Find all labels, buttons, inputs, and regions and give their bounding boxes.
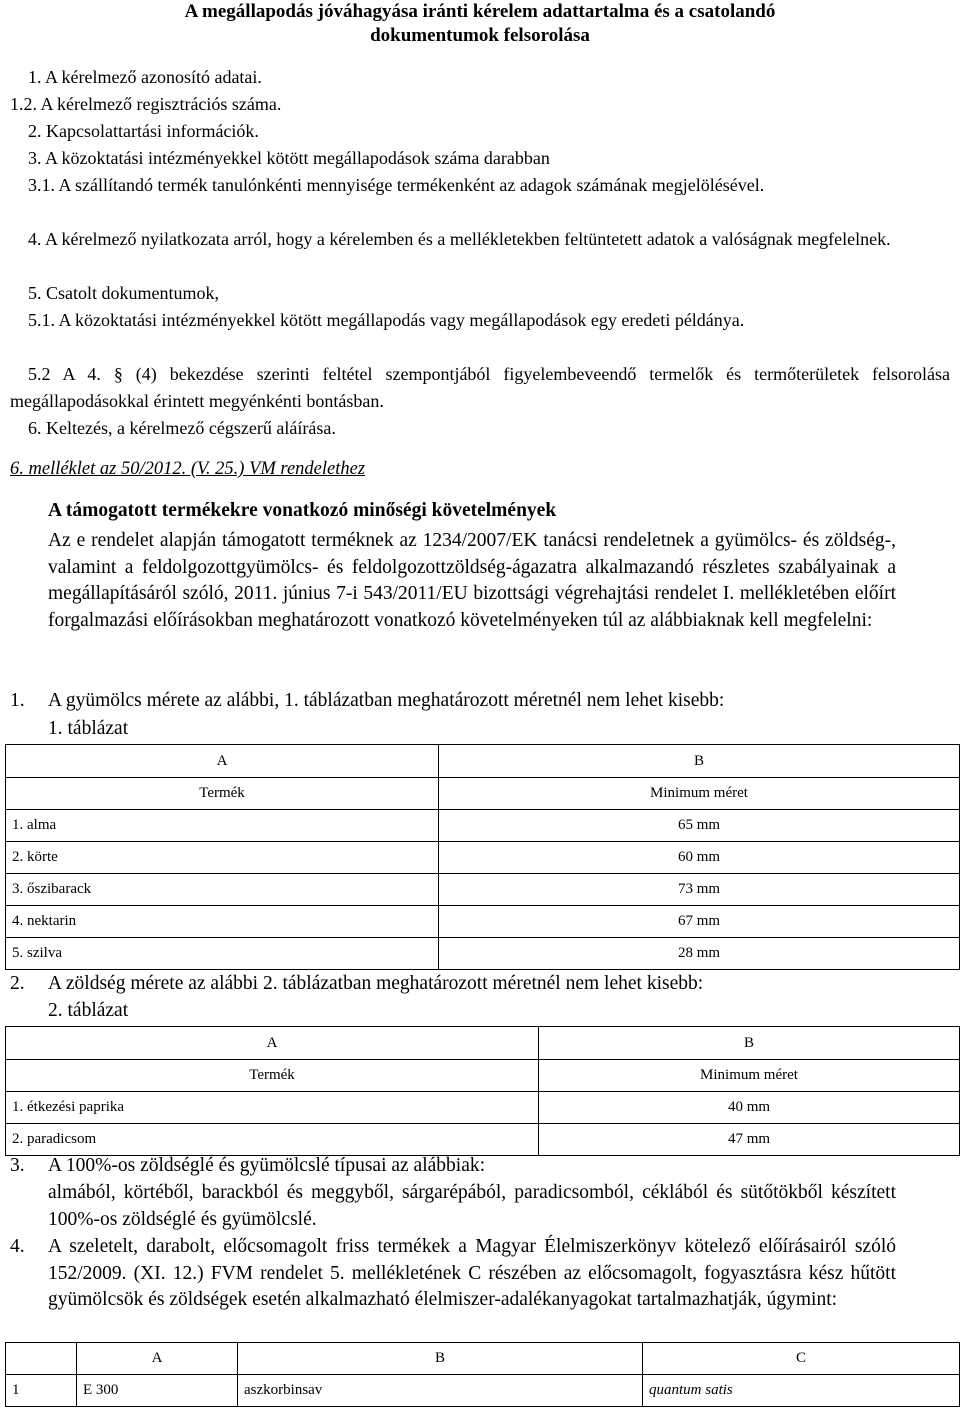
item-3: 3. A közoktatási intézményekkel kötött megállapodások száma darabban xyxy=(28,148,550,168)
table-3-cell-a: E 300 xyxy=(77,1375,238,1407)
table-1-cell-a: 5. szilva xyxy=(6,938,439,970)
table-2 xyxy=(5,1026,960,1156)
table-row xyxy=(6,1124,960,1156)
table-1-cell-a: 2. körte xyxy=(6,842,439,874)
table-1-cell-b: 60 mm xyxy=(439,842,960,874)
table-2-label: 2. táblázat xyxy=(48,1000,129,1021)
item-2: 2. Kapcsolattartási információk. xyxy=(28,121,259,141)
item-1: 1. A kérelmező azonosító adatai. xyxy=(28,67,262,87)
table-3-cell-n: 1 xyxy=(6,1375,77,1407)
table-3-col-a: A xyxy=(77,1343,238,1375)
point-2-number: 2. xyxy=(10,973,25,994)
table-2-col-b: B xyxy=(539,1027,960,1060)
table-1-cell-b: 65 mm xyxy=(439,810,960,842)
table-row xyxy=(6,938,960,970)
item-5: 5. Csatolt dokumentumok, xyxy=(28,283,219,303)
point-3-text: A 100%-os zöldséglé és gyümölcslé típusai az alábbiak: xyxy=(48,1155,486,1176)
table-row xyxy=(6,874,960,906)
table-1 xyxy=(5,744,960,970)
point-3-body: almából, körtéből, barackból és meggyből, sárgarépából, paradicsomból, céklából és sütőtökből készített 100%-os zöldséglé és gyümölcslé. xyxy=(48,1182,896,1230)
point-3-number: 3. xyxy=(10,1155,25,1176)
table-1-cell-b: 67 mm xyxy=(439,906,960,938)
item-6: 6. Keltezés, a kérelmező cégszerű aláírása. xyxy=(28,418,336,438)
table-1-cell-b: 73 mm xyxy=(439,874,960,906)
table-3 xyxy=(5,1342,960,1407)
table-1-head-b: Minimum méret xyxy=(439,778,960,810)
table-2-head-a: Termék xyxy=(6,1060,539,1092)
item-1-2: 1.2. A kérelmező regisztrációs száma. xyxy=(10,94,282,114)
table-2-cell-b: 47 mm xyxy=(539,1124,960,1156)
point-1-text: A gyümölcs mérete az alábbi, 1. táblázatban meghatározott méretnél nem lehet kisebb: xyxy=(48,690,725,711)
annex-title: 6. melléklet az 50/2012. (V. 25.) VM rendelethez xyxy=(10,459,366,479)
intro-paragraph: Az e rendelet alapján támogatott terméknek az 1234/2007/EK tanácsi rendeletnek a gyümölcs- és zöldség-, valamint a feldolgozottgyümölcs- és feldolgozottzöldség-ágazatra alkalmazandó részletes szabályainak a megállapításáról szóló, 2011. június 7-i 543/2011/EU bizottsági végrehajtási rendelet I. mellékletében előírt forgalmazási előírásokban meghatározott vonatkozó követelményeken túl az alábbiaknak kell megfelelni: xyxy=(48,530,896,631)
table-row xyxy=(6,810,960,842)
table-2-cell-a: 1. étkezési paprika xyxy=(6,1092,539,1124)
table-1-label: 1. táblázat xyxy=(48,718,129,739)
point-4-text: A szeletelt, darabolt, előcsomagolt friss termékek a Magyar Élelmiszerkönyv kötelező előírásairól szóló 152/2009. (XI. 12.) FVM rendelet 5. mellékletének C részében az előcsomagolt, fogyasztásra kész hűtött gyümölcsök és zöldségek esetén alkalmazható élelmiszer-adalékanyagokat tartalmazhatják, úgymint: xyxy=(48,1236,896,1310)
table-row xyxy=(6,1375,960,1407)
point-1-number: 1. xyxy=(10,690,25,711)
table-2-cell-a: 2. paradicsom xyxy=(6,1124,539,1156)
document-title-line1: A megállapodás jóváhagyása iránti kérelem adattartalma és a csatolandó xyxy=(184,1,776,22)
item-3-1: 3.1. A szállítandó termék tanulónkénti mennyisége termékenként az adagok számának megjelölésével. xyxy=(28,175,765,195)
table-2-col-a: A xyxy=(6,1027,539,1060)
table-row xyxy=(6,1092,960,1124)
document-title-line2: dokumentumok felsorolása xyxy=(370,25,590,46)
table-1-head-a: Termék xyxy=(6,778,439,810)
table-1-col-b: B xyxy=(439,745,960,778)
table-2-cell-b: 40 mm xyxy=(539,1092,960,1124)
table-1-cell-a: 1. alma xyxy=(6,810,439,842)
table-row xyxy=(6,906,960,938)
table-3-cell-b: aszkorbinsav xyxy=(238,1375,643,1407)
item-5-2: 5.2 A 4. § (4) bekezdése szerinti feltétel szempontjából figyelembeveendő termelők és termőterületek felsorolása megállapodásokkal érintett megyénkénti bontásban. xyxy=(10,364,950,411)
table-1-cell-b: 28 mm xyxy=(439,938,960,970)
table-1-cell-a: 3. őszibarack xyxy=(6,874,439,906)
table-row xyxy=(6,842,960,874)
point-2-text: A zöldség mérete az alábbi 2. táblázatban meghatározott méretnél nem lehet kisebb: xyxy=(48,973,704,994)
table-3-col-b: B xyxy=(238,1343,643,1375)
table-1-col-a: A xyxy=(6,745,439,778)
table-3-empty-cell xyxy=(6,1343,77,1375)
item-4: 4. A kérelmező nyilatkozata arról, hogy a kérelemben és a mellékletekben feltüntetett adatok a valóságnak megfelelnek. xyxy=(28,229,891,249)
point-4-number: 4. xyxy=(10,1236,25,1257)
section-title: A támogatott termékekre vonatkozó minőségi követelmények xyxy=(48,500,557,521)
table-3-cell-c: quantum satis xyxy=(643,1375,960,1407)
table-2-head-b: Minimum méret xyxy=(539,1060,960,1092)
table-1-cell-a: 4. nektarin xyxy=(6,906,439,938)
table-3-col-c: C xyxy=(643,1343,960,1375)
item-5-1: 5.1. A közoktatási intézményekkel kötött megállapodás vagy megállapodások egy eredeti példánya. xyxy=(28,310,745,330)
